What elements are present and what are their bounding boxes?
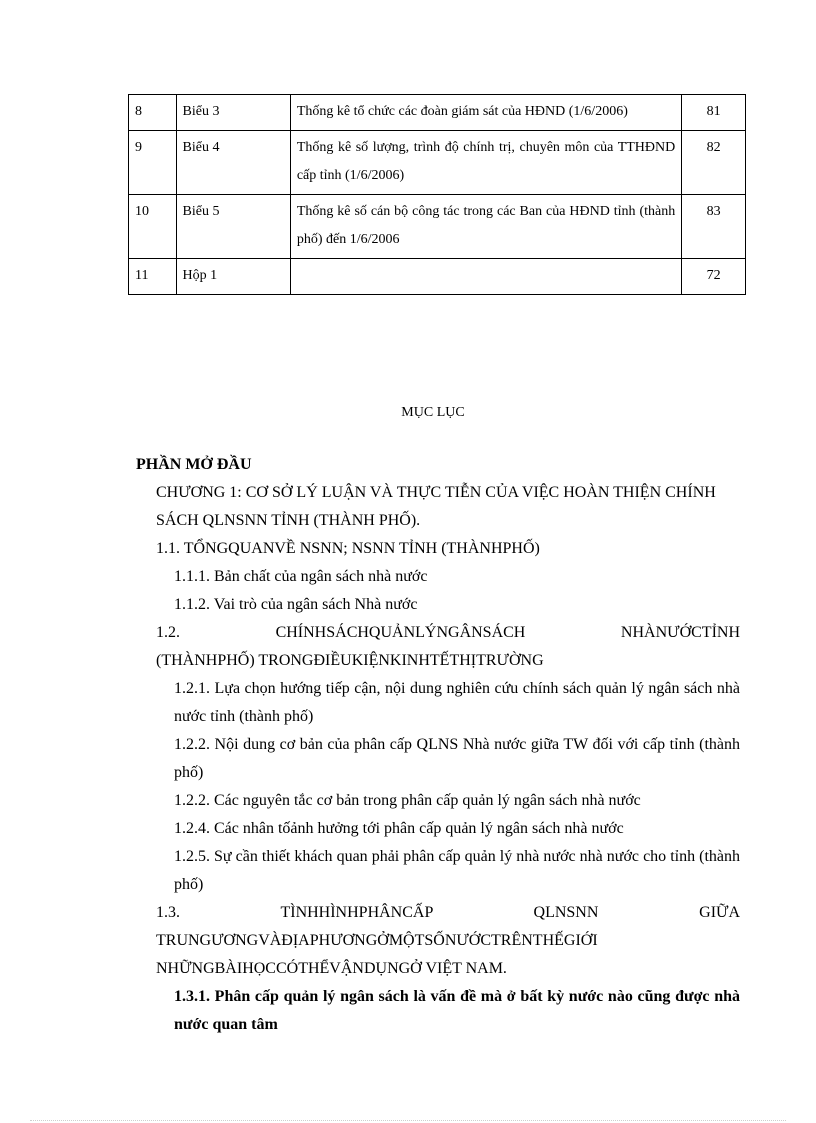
- row-type: Biểu 5: [176, 195, 290, 259]
- table-row: [129, 259, 746, 295]
- toc-title: MỤC LỤC: [401, 405, 465, 420]
- table-row: [129, 195, 746, 259]
- row-description: Thống kê tổ chức các đoàn giám sát của HĐND (1/6/2006): [290, 95, 681, 131]
- row-description: Thống kê số cán bộ công tác trong các Ban của HĐND tỉnh (thành phố) đến 1/6/2006: [290, 195, 681, 259]
- row-description: [290, 259, 681, 295]
- toc-section-1-2-1: 1.2.1. Lựa chọn hướng tiếp cận, nội dung nghiên cứu chính sách quản lý ngân sách nhà nước tỉnh (thành phố): [174, 680, 740, 725]
- toc-section-1-2-2: 1.2.2. Nội dung cơ bản của phân cấp QLNS Nhà nước giữa TW đối với cấp tỉnh (thành phố): [174, 736, 740, 781]
- toc-section-1-2-4: 1.2.4. Các nhân tốảnh hưởng tới phân cấp quản lý ngân sách nhà nước: [174, 820, 624, 837]
- toc-chapter-1: CHƯƠNG 1: CƠ SỞ LÝ LUẬN VÀ THỰC TIỄN CỦA VIỆC HOÀN THIỆN CHÍNH SÁCH QLNSNN TỈNH (THÀNH PHỐ).: [156, 484, 716, 529]
- toc-section-1-1-2: 1.1.2. Vai trò của ngân sách Nhà nước: [174, 596, 418, 613]
- toc-section-1-3-cont2: NHỮNGBÀIHỌCCÓTHỂVẬNDỤNGỞ VIỆT NAM.: [156, 960, 507, 977]
- row-type: Biểu 3: [176, 95, 290, 131]
- row-page: 83: [682, 195, 746, 259]
- toc-part-intro: PHẦN MỞ ĐẦU: [136, 456, 252, 473]
- table-row: [129, 131, 746, 195]
- row-number: 11: [129, 259, 177, 295]
- row-description: Thống kê số lượng, trình độ chính trị, chuyên môn của TTHĐND cấp tỉnh (1/6/2006): [290, 131, 681, 195]
- table-of-contents: [136, 451, 740, 1039]
- toc-section-1-1: 1.1. TỔNGQUANVỀ NSNN; NSNN TỈNH (THÀNHPHỐ): [156, 540, 540, 557]
- row-number: 8: [129, 95, 177, 131]
- table-row: [129, 95, 746, 131]
- toc-section-1-2-cont: (THÀNHPHỐ) TRONGĐIỀUKIỆNKINHTẾTHỊTRƯỜNG: [156, 652, 544, 669]
- figures-table: [128, 94, 746, 295]
- page-bottom-divider: [30, 1120, 786, 1121]
- row-page: 81: [682, 95, 746, 131]
- row-number: 10: [129, 195, 177, 259]
- toc-section-1-2: 1.2. CHÍNHSÁCHQUẢNLÝNGÂNSÁCH NHÀNƯỚCTỈNH: [156, 624, 740, 641]
- toc-section-1-2-5: 1.2.5. Sự cần thiết khách quan phải phân cấp quản lý nhà nước nhà nước cho tỉnh (thành phố): [174, 848, 740, 893]
- toc-section-1-3-cont: TRUNGƯƠNGVÀĐỊAPHƯƠNGỞMỘTSỐNƯỚCTRÊNTHẾGIỚI: [156, 932, 598, 949]
- toc-section-1-1-1: 1.1.1. Bản chất của ngân sách nhà nước: [174, 568, 428, 585]
- toc-section-1-3-1: 1.3.1. Phân cấp quản lý ngân sách là vấn đề mà ở bất kỳ nước nào cũng được nhà nước quan tâm: [174, 988, 740, 1033]
- toc-section-1-3: 1.3. TÌNHHÌNHPHÂNCẤP QLNSNN GIỮA: [156, 904, 740, 921]
- row-page: 72: [682, 259, 746, 295]
- row-type: Biểu 4: [176, 131, 290, 195]
- toc-section-1-2-2-principles: 1.2.2. Các nguyên tắc cơ bản trong phân cấp quản lý ngân sách nhà nước: [174, 792, 641, 809]
- row-page: 82: [682, 131, 746, 195]
- row-type: Hộp 1: [176, 259, 290, 295]
- row-number: 9: [129, 131, 177, 195]
